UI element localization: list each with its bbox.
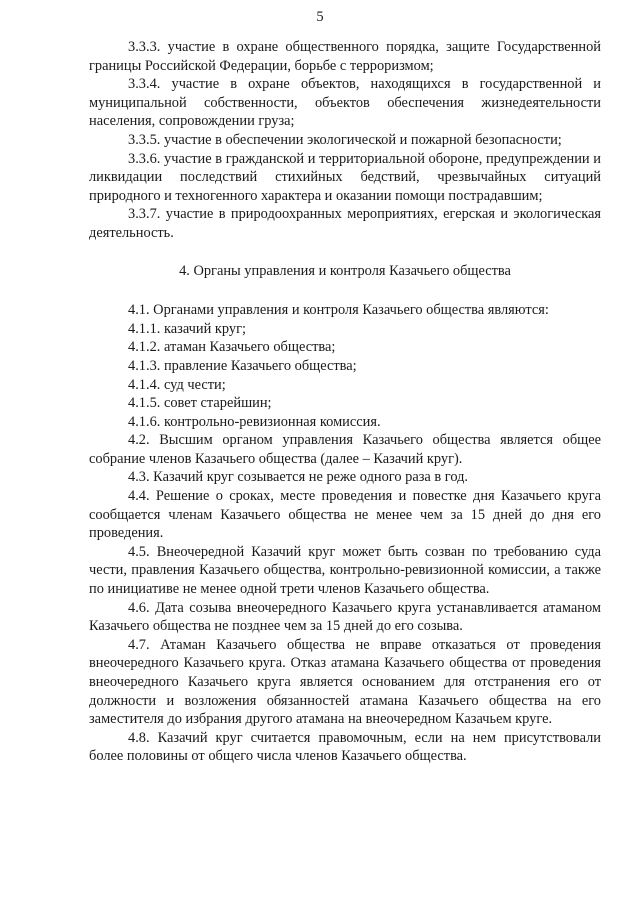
- document-body: [89, 38, 601, 766]
- list-item-4-1-6: 4.1.6. контрольно-ревизионная комиссия.: [128, 413, 381, 430]
- clause-4-1: 4.1. Органами управления и контроля Казачьего общества являются:: [128, 302, 549, 319]
- clause-4-3: 4.3. Казачий круг созывается не реже одного раза в год.: [128, 469, 469, 486]
- section-heading: 4. Органы управления и контроля Казачьего общества: [179, 262, 511, 279]
- clause-3-3-4: 3.3.4. участие в охране объектов, находящихся в государственной и муниципальной собственности, объектов обеспечения жизнедеятельности населения, сопровождении груза;: [89, 76, 601, 130]
- clause-4-7: 4.7. Атаман Казачьего общества не вправе отказаться от проведения внеочередного Казачьего круга. Отказ атамана Казачьего общества от проведения внеочередного Казачьего круга является основанием для отстранения его от должности и возложения обязанностей атамана Казачьего общества на его заместителя до избрания другого атамана на внеочередном Казачьем круге.: [89, 636, 601, 728]
- page-number: 5: [316, 9, 324, 25]
- clause-4-5: 4.5. Внеочередной Казачий круг может быть созван по требованию суда чести, правления Казачьего общества, контрольно-ревизионной комиссии, а также по инициативе не менее одной трети членов Казачьего общества.: [89, 543, 601, 598]
- list-item-4-1-1: 4.1.1. казачий круг;: [128, 320, 246, 337]
- clause-4-6: 4.6. Дата созыва внеочередного Казачьего круга устанавливается атаманом Казачьего общества не позднее чем за 15 дней до его созыва.: [89, 599, 601, 635]
- list-item-4-1-3: 4.1.3. правление Казачьего общества;: [128, 357, 357, 374]
- clause-4-2: 4.2. Высшим органом управления Казачьего общества является общее собрание членов Казачьего общества (далее – Казачий круг).: [89, 432, 601, 467]
- clause-3-3-7: 3.3.7. участие в природоохранных мероприятиях, егерская и экологическая деятельность.: [89, 206, 601, 241]
- clause-4-4: 4.4. Решение о сроках, месте проведения и повестке дня Казачьего круга сообщается членам Казачьего общества не менее чем за 15 дней до дня его проведения.: [89, 488, 601, 542]
- clause-3-3-3: 3.3.3. участие в охране общественного порядка, защите Государственной границы Российской Федерации, борьбе с терроризмом;: [89, 39, 601, 74]
- list-item-4-1-4: 4.1.4. суд чести;: [128, 376, 226, 393]
- list-item-4-1-2: 4.1.2. атаман Казачьего общества;: [128, 339, 336, 356]
- clause-3-3-5: 3.3.5. участие в обеспечении экологической и пожарной безопасности;: [128, 131, 562, 148]
- list-item-4-1-5: 4.1.5. совет старейшин;: [128, 395, 272, 412]
- clause-4-8: 4.8. Казачий круг считается правомочным, если на нем присутствовали более половины от общего числа членов Казачьего общества.: [89, 729, 601, 765]
- clause-3-3-6: 3.3.6. участие в гражданской и территориальной обороне, предупреждении и ликвидации последствий стихийных бедствий, чрезвычайных ситуаций природного и техногенного характера и оказании помощи пострадавшим;: [89, 150, 601, 204]
